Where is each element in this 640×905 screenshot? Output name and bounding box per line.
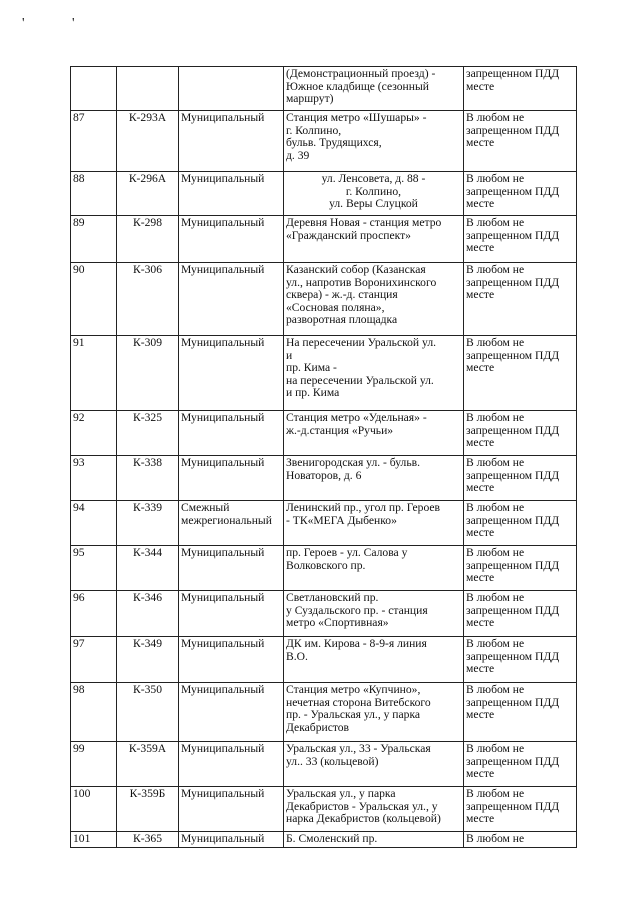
stop-rules-line: В любом не (466, 411, 525, 424)
route-number-cell: К-306 (117, 263, 179, 336)
route-path-line: Уральская ул., 33 - Уральская (286, 742, 431, 755)
stop-rules-line: запрещенном ПДД (466, 423, 560, 437)
route-number-cell: К-309 (117, 336, 179, 411)
stop-rules-line: месте (466, 812, 495, 826)
route-path-line: Декабристов (286, 720, 350, 734)
stop-rules-line: запрещенном ПДД (466, 184, 560, 198)
route-path-line: нарка Декабристов (кольцевой) (286, 812, 441, 826)
row-number-cell: 95 (71, 546, 117, 591)
route-path-cell (284, 683, 464, 742)
route-path-line: ж.-д.станция «Ручьи» (286, 423, 394, 437)
stop-rules-cell (464, 683, 577, 742)
route-type-line: Муниципальный (181, 411, 265, 424)
route-path-line: разворотная площадка (286, 313, 398, 327)
route-type-cell (179, 546, 284, 591)
route-type-line: Муниципальный (181, 787, 265, 800)
route-path-line: «Гражданский проспект» (286, 228, 411, 242)
row-number-cell: 101 (71, 832, 117, 848)
route-path-line: маршрут) (286, 92, 334, 106)
row-number-cell: 99 (71, 742, 117, 787)
route-path-line: пр. Героев - ул. Салова у (286, 546, 408, 559)
stop-rules-cell (464, 501, 577, 546)
route-number-cell: К-350 (117, 683, 179, 742)
route-type-line: Муниципальный (181, 742, 265, 755)
stop-rules-cell (464, 591, 577, 637)
route-path-cell (284, 546, 464, 591)
route-path-line: На пересечении Уральской ул. (286, 336, 436, 349)
stop-rules-line: месте (466, 571, 495, 585)
route-path-line: д. 39 (286, 148, 310, 162)
stop-rules-line: запрещенном ПДД (466, 468, 560, 482)
route-path-cell (284, 336, 464, 411)
row-number-cell: 94 (71, 501, 117, 546)
stop-rules-line: запрещенном ПДД (466, 348, 560, 362)
route-path-line: Станция метро «Удельная» - (286, 411, 427, 424)
table-row (71, 336, 577, 411)
route-path-cell (284, 67, 464, 111)
stop-rules-cell (464, 172, 577, 216)
route-path-cell (284, 411, 464, 456)
route-path-line: (Демонстрационный проезд) - (286, 67, 436, 80)
stop-rules-line: В любом не (466, 591, 525, 604)
stop-rules-line: запрещенном ПДД (466, 228, 560, 242)
route-path-line: Волковского пр. (286, 558, 366, 572)
table-row (71, 637, 577, 683)
route-path-line: сквера) - ж.-д. станция (286, 288, 398, 302)
route-path-line: Деревня Новая - станция метро (286, 216, 442, 229)
route-path-cell (284, 591, 464, 637)
stop-rules-cell (464, 546, 577, 591)
stop-rules-line: В любом не (466, 787, 525, 800)
route-type-line: Муниципальный (181, 336, 265, 349)
row-number-cell (71, 67, 117, 111)
route-path-line: бульв. Трудящихся, (286, 136, 382, 150)
stop-rules-cell (464, 67, 577, 111)
route-number-cell: К-349 (117, 637, 179, 683)
row-number-cell: 90 (71, 263, 117, 336)
route-path-cell (284, 263, 464, 336)
route-path-line: и (286, 348, 293, 362)
stop-rules-line: месте (466, 241, 495, 255)
stop-rules-cell (464, 263, 577, 336)
route-path-cell (284, 172, 464, 216)
route-number-cell: К-339 (117, 501, 179, 546)
stop-rules-line: В любом не (466, 336, 525, 349)
routes-table-body (71, 67, 577, 848)
route-path-cell (284, 501, 464, 546)
route-path-cell (284, 456, 464, 501)
route-number-cell: К-346 (117, 591, 179, 637)
table-row (71, 832, 577, 848)
route-number-cell: К-298 (117, 216, 179, 263)
stop-rules-cell (464, 832, 577, 848)
route-path-line: Ленинский пр., угол пр. Героев (286, 501, 441, 514)
route-number-cell: К-359А (117, 742, 179, 787)
stop-rules-line: запрещенном ПДД (466, 275, 560, 289)
stop-rules-line: запрещенном ПДД (466, 123, 560, 137)
route-path-cell (284, 787, 464, 832)
table-row (71, 456, 577, 501)
route-type-line: Муниципальный (181, 456, 265, 469)
route-number-cell: К-344 (117, 546, 179, 591)
route-type-cell (179, 456, 284, 501)
route-path-line: у Суздальского пр. - станция (286, 603, 428, 617)
route-number-cell: К-296А (117, 172, 179, 216)
route-path-line: В.О. (286, 649, 308, 663)
page-corner-marks: ' ' (22, 16, 97, 31)
stop-rules-line: месте (466, 526, 495, 540)
stop-rules-line: запрещенном ПДД (466, 754, 560, 768)
stop-rules-line: В любом не (466, 111, 525, 124)
stop-rules-cell (464, 787, 577, 832)
route-path-line: Станция метро «Купчино», (286, 683, 421, 696)
stop-rules-line: месте (466, 361, 495, 375)
route-path-line: Звенигородская ул. - бульв. (286, 456, 420, 469)
route-type-line: Муниципальный (181, 591, 265, 604)
route-type-line: Муниципальный (181, 111, 265, 124)
stop-rules-cell (464, 637, 577, 683)
stop-rules-line: запрещенном ПДД (466, 558, 560, 572)
route-path-line: Станция метро «Шушары» - (286, 111, 427, 124)
table-row (71, 787, 577, 832)
table-row (71, 742, 577, 787)
route-path-line: Декабристов - Уральская ул., у (286, 799, 438, 813)
route-path-cell (284, 832, 464, 848)
stop-rules-line: В любом не (466, 546, 525, 559)
stop-rules-line: месте (466, 79, 495, 93)
row-number-cell: 92 (71, 411, 117, 456)
table-row (71, 591, 577, 637)
stop-rules-line: В любом не (466, 263, 525, 276)
route-path-line: - ТК«МЕГА Дыбенко» (286, 513, 397, 527)
route-path-cell (284, 637, 464, 683)
row-number-cell: 89 (71, 216, 117, 263)
stop-rules-line: месте (466, 767, 495, 781)
table-row (71, 546, 577, 591)
route-path-line: ул.. 33 (кольцевой) (286, 754, 379, 768)
stop-rules-line: В любом не (466, 832, 525, 845)
route-number-cell: К-325 (117, 411, 179, 456)
table-row (71, 683, 577, 742)
table-row (71, 263, 577, 336)
stop-rules-line: месте (466, 481, 495, 495)
stop-rules-line: запрещенном ПДД (466, 649, 560, 663)
route-type-cell (179, 172, 284, 216)
route-type-cell (179, 742, 284, 787)
table-row (71, 216, 577, 263)
route-number-cell: К-365 (117, 832, 179, 848)
route-type-line: Муниципальный (181, 832, 265, 845)
route-number-cell: К-293А (117, 111, 179, 172)
row-number-cell: 88 (71, 172, 117, 216)
route-type-line: Муниципальный (181, 216, 265, 229)
row-number-cell: 100 (71, 787, 117, 832)
routes-table (70, 66, 577, 848)
stop-rules-line: месте (466, 662, 495, 676)
route-type-cell (179, 111, 284, 172)
route-type-line: Муниципальный (181, 172, 265, 185)
route-path-line: ул. Веры Слуцкой (329, 197, 418, 211)
stop-rules-cell (464, 336, 577, 411)
stop-rules-line: В любом не (466, 501, 525, 514)
route-number-cell (117, 67, 179, 111)
route-type-cell (179, 67, 284, 111)
stop-rules-line: В любом не (466, 172, 525, 185)
route-path-line: Светлановский пр. (286, 591, 379, 604)
route-path-line: Казанский собор (Казанская (286, 263, 426, 276)
stop-rules-cell (464, 456, 577, 501)
stop-rules-line: месте (466, 708, 495, 722)
route-type-cell (179, 832, 284, 848)
table-row (71, 411, 577, 456)
route-path-line: г. Колпино, (286, 123, 342, 137)
route-path-line: метро «Спортивная» (286, 616, 389, 630)
route-type-line: Смежный (181, 501, 230, 514)
route-type-cell (179, 263, 284, 336)
stop-rules-line: месте (466, 436, 495, 450)
route-path-line: Уральская ул., у парка (286, 787, 396, 800)
stop-rules-line: запрещенном ПДД (466, 513, 560, 527)
route-type-line: Муниципальный (181, 683, 265, 696)
stop-rules-line: В любом не (466, 637, 525, 650)
route-path-cell (284, 742, 464, 787)
row-number-cell: 87 (71, 111, 117, 172)
route-path-line: нечетная сторона Витебского (286, 695, 431, 709)
route-path-cell (284, 111, 464, 172)
route-type-line: Муниципальный (181, 263, 265, 276)
route-type-line: Муниципальный (181, 546, 265, 559)
route-type-cell (179, 336, 284, 411)
route-type-line: Муниципальный (181, 637, 265, 650)
stop-rules-line: запрещенном ПДД (466, 603, 560, 617)
route-path-line: «Сосновая поляна», (286, 300, 385, 314)
stop-rules-cell (464, 742, 577, 787)
table-row (71, 67, 577, 111)
route-number-cell: К-359Б (117, 787, 179, 832)
route-type-line: межрегиональный (181, 513, 272, 527)
stop-rules-cell (464, 411, 577, 456)
stop-rules-line: В любом не (466, 456, 525, 469)
route-path-line: и пр. Кима (286, 386, 340, 400)
route-path-line: пр. - Уральская ул., у парка (286, 708, 421, 722)
stop-rules-line: В любом не (466, 216, 525, 229)
row-number-cell: 93 (71, 456, 117, 501)
table-row (71, 111, 577, 172)
row-number-cell: 98 (71, 683, 117, 742)
stop-rules-line: запрещенном ПДД (466, 695, 560, 709)
route-number-cell: К-338 (117, 456, 179, 501)
stop-rules-line: месте (466, 288, 495, 302)
stop-rules-line: В любом не (466, 683, 525, 696)
route-path-cell (284, 216, 464, 263)
route-type-cell (179, 787, 284, 832)
row-number-cell: 91 (71, 336, 117, 411)
stop-rules-cell (464, 216, 577, 263)
stop-rules-line: месте (466, 197, 495, 211)
route-path-line: Южное кладбище (сезонный (286, 79, 429, 93)
route-path-line: ул., напротив Воронихинского (286, 275, 437, 289)
route-type-cell (179, 683, 284, 742)
route-path-line: ДК им. Кирова - 8-9-я линия (286, 637, 427, 650)
route-type-cell (179, 591, 284, 637)
route-type-cell (179, 216, 284, 263)
row-number-cell: 96 (71, 591, 117, 637)
stop-rules-line: запрещенном ПДД (466, 67, 560, 80)
stop-rules-cell (464, 111, 577, 172)
route-type-cell (179, 637, 284, 683)
route-path-line: ул. Ленсовета, д. 88 - (321, 172, 426, 185)
stop-rules-line: В любом не (466, 742, 525, 755)
stop-rules-line: месте (466, 616, 495, 630)
table-row (71, 172, 577, 216)
route-path-line: на пересечении Уральской ул. (286, 373, 434, 387)
route-path-line: пр. Кима - (286, 361, 337, 375)
route-type-cell (179, 501, 284, 546)
stop-rules-line: запрещенном ПДД (466, 799, 560, 813)
route-type-cell (179, 411, 284, 456)
route-path-line: г. Колпино, (345, 184, 402, 198)
route-path-line: Б. Смоленский пр. (286, 832, 378, 845)
route-path-line: Новаторов, д. 6 (286, 468, 362, 482)
table-row (71, 501, 577, 546)
stop-rules-line: месте (466, 136, 495, 150)
row-number-cell: 97 (71, 637, 117, 683)
